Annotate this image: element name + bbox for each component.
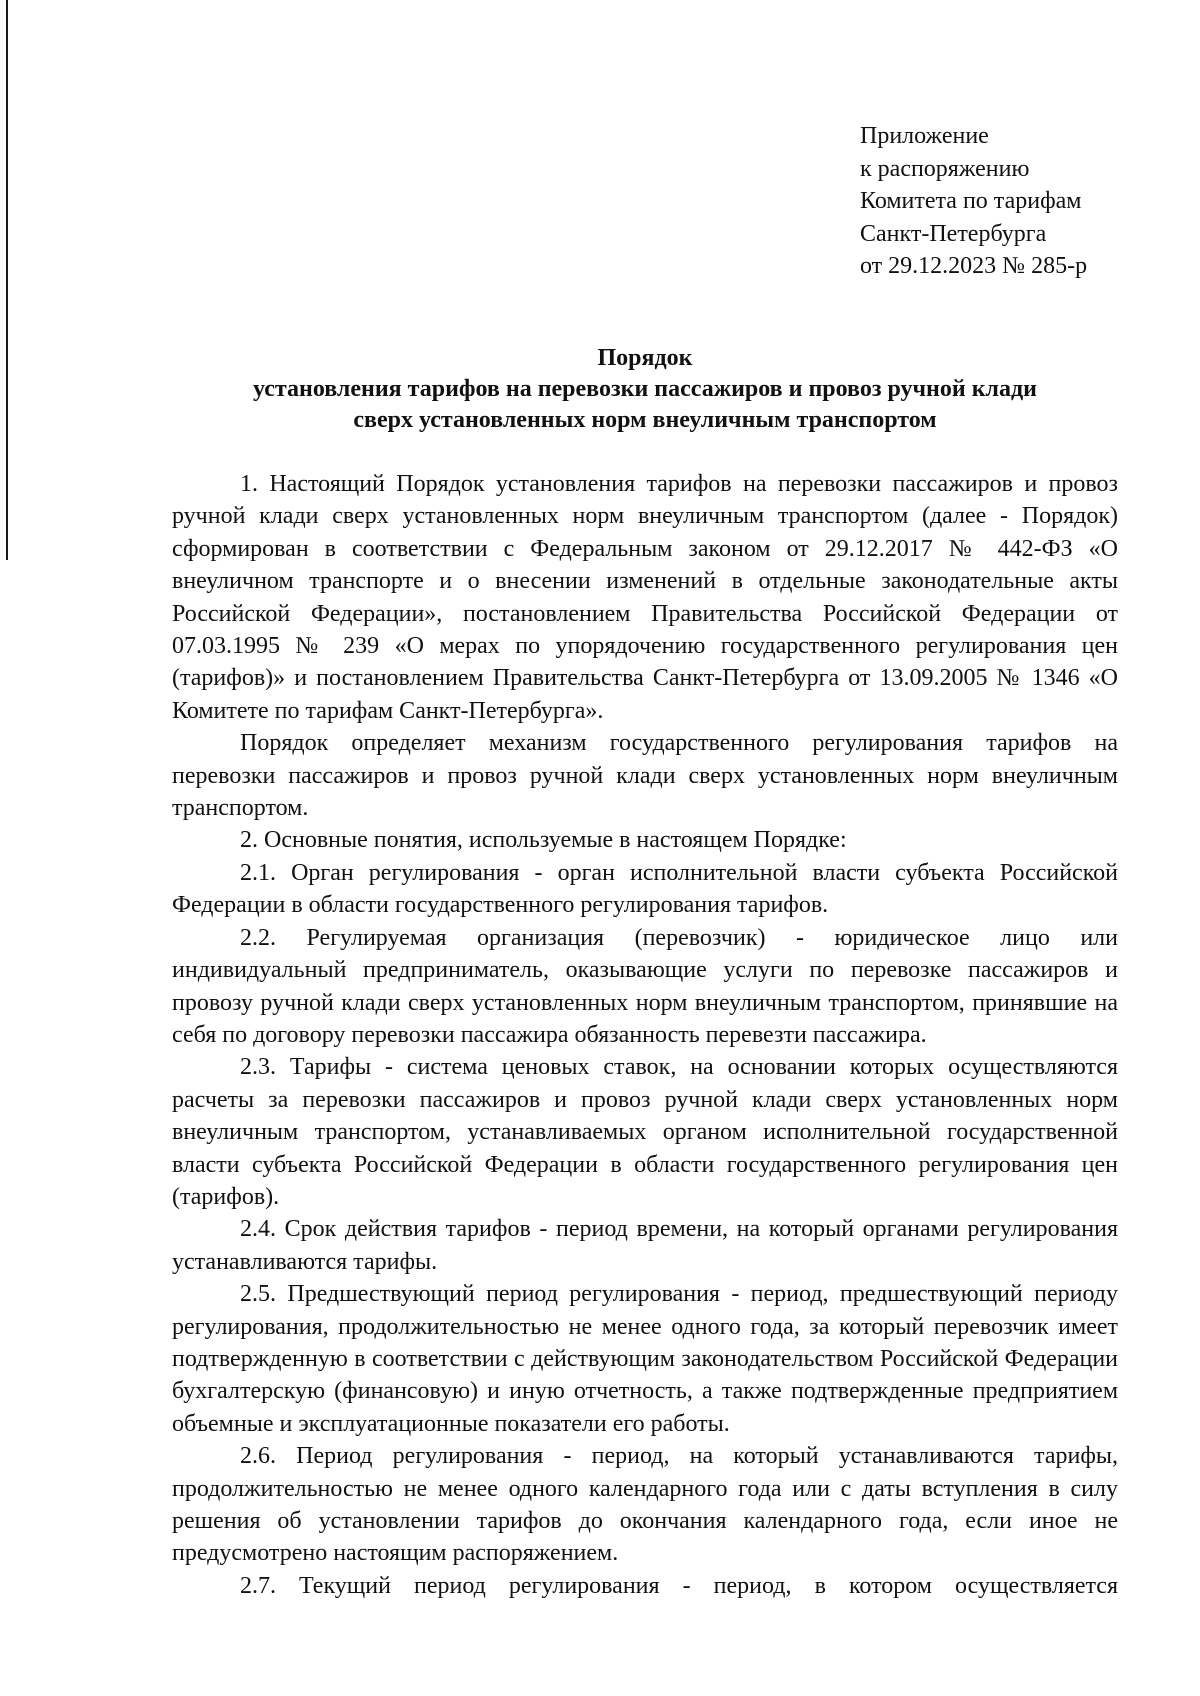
paragraph: 2.5. Предшествующий период регулирования - период, предшествующий периоду регулирования, продолжительностью не менее одного года, за который перевозчик имеет подтвержденную в соответствии с действующим законодательством Российской Федерации бухгалтерскую (финансовую) и иную отчетность, а также подтвержденные предприятием объемные и эксплуатационные показатели его работы. bbox=[172, 1281, 1118, 1437]
document-title bbox=[170, 343, 1120, 436]
title-line: Порядок bbox=[597, 345, 693, 371]
appendix-block bbox=[860, 120, 1087, 283]
paragraph: Порядок определяет механизм государственного регулирования тарифов на перевозки пассажиров и провоз ручной клади сверх установленных норм внеуличным транспортом. bbox=[172, 730, 1118, 822]
paragraph: 1. Настоящий Порядок установления тарифов на перевозки пассажиров и провоз ручной клади сверх установленных норм внеуличным транспортом (далее - Порядок) сформирован в соответствии с Федеральным законом от 29.12.2017 № 442-ФЗ «О внеуличном транспорте и о внесении изменений в отдельные законодательные акты Российской Федерации», постановлением Правительства Российской Федерации от 07.03.1995 № 239 «О мерах по упорядочению государственного регулирования цен (тарифов)» и постановлением Правительства Санкт-Петербурга от 13.09.2005 № 1346 «О Комитете по тарифам Санкт-Петербурга». bbox=[172, 471, 1118, 724]
appendix-line: от 29.12.2023 № 285-р bbox=[860, 253, 1088, 279]
appendix-line: Комитета по тарифам bbox=[860, 188, 1082, 214]
paragraph: 2.1. Орган регулирования - орган исполнительной власти субъекта Российской Федерации в области государственного регулирования тарифов. bbox=[172, 859, 1118, 919]
scan-edge-line bbox=[6, 0, 8, 560]
paragraph: 2.3. Тарифы - система ценовых ставок, на основании которых осуществляются расчеты за перевозки пассажиров и провоз ручной клади сверх установленных норм внеуличным транспортом, устанавливаемых органом исполнительной государственной власти субъекта Российской Федерации в области государственного регулирования цен (тарифов). bbox=[172, 1054, 1118, 1210]
paragraph: 2.2. Регулируемая организация (перевозчик) - юридическое лицо или индивидуальный предприниматель, оказывающие услуги по перевозке пассажиров и провозу ручной клади сверх установленных норм внеуличным транспортом, принявшие на себя по договору перевозки пассажира обязанность перевезти пассажира. bbox=[172, 924, 1118, 1048]
appendix-line: Санкт-Петербурга bbox=[860, 220, 1047, 247]
document-body bbox=[172, 468, 1118, 1602]
appendix-line: Приложение bbox=[860, 123, 989, 149]
paragraph: 2.6. Период регулирования - период, на который устанавливаются тарифы, продолжительностью не менее одного календарного года или с даты вступления в силу решения об установлении тарифов до окончания календарного года, если иное не предусмотрено настоящим распоряжением. bbox=[172, 1443, 1118, 1567]
appendix-line: к распоряжению bbox=[860, 155, 1030, 182]
title-line: установления тарифов на перевозки пассажиров и провоз ручной клади bbox=[253, 376, 1037, 402]
paragraph: 2.7. Текущий период регулирования - период, в котором осуществляется bbox=[240, 1572, 1118, 1599]
paragraph: 2.4. Срок действия тарифов - период времени, на который органами регулирования устанавливаются тарифы. bbox=[172, 1216, 1118, 1275]
paragraph: 2. Основные понятия, используемые в настоящем Порядке: bbox=[240, 827, 847, 854]
title-line: сверх установленных норм внеуличным транспортом bbox=[353, 407, 937, 433]
